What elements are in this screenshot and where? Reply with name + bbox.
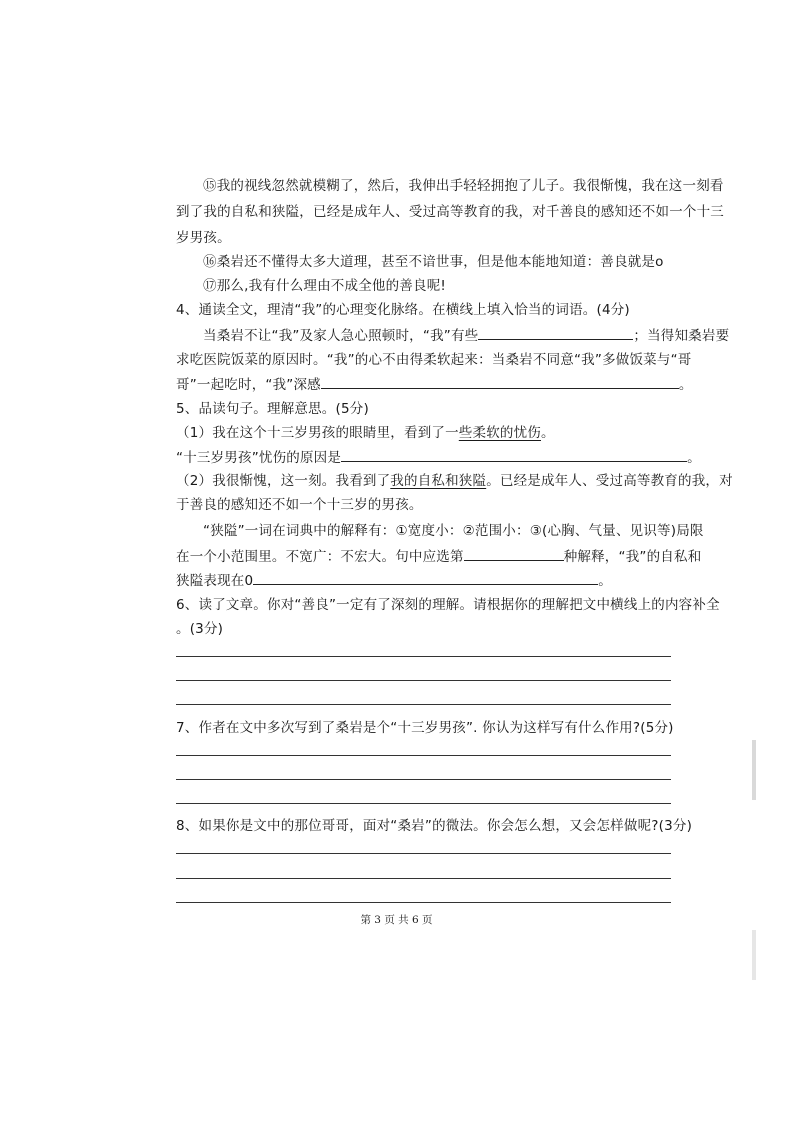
question-5-answer-line-1 [176, 447, 701, 468]
question-5-blank-2[interactable] [464, 546, 564, 561]
question-5-definition-text-b: 种解释，“我”的自私和 [563, 549, 702, 565]
question-7-answer-line-3[interactable] [176, 803, 671, 804]
question-5-stem: 5、品读句子。理解意思。(5分) [176, 401, 369, 417]
paragraph-15-line-2: 到了我的自私和狭隘，已经是成年人、受过高等教育的我，对千善良的感知还不如一个十三 [176, 204, 724, 220]
question-5-answer-prompt-1: “十三岁男孩”忧伤的原因是 [176, 450, 342, 466]
question-7-answer-line-2[interactable] [176, 779, 671, 780]
question-5-answer-end-1: 。 [687, 450, 701, 466]
question-4-text-a: 当桑岩不让“我”及家人急心照顿时，“我”有些 [203, 328, 479, 344]
question-4-text-d: 。 [678, 377, 693, 393]
scan-edge-mark [752, 740, 756, 800]
question-5-underlined-phrase-2: 我的自私和狭隘 [390, 473, 487, 489]
question-6-answer-line-2[interactable] [176, 680, 671, 681]
question-8-answer-line-1[interactable] [176, 853, 671, 854]
paragraph-15-line-3: 岁男孩。 [176, 230, 231, 246]
question-4-stem: 4、通读全文，理清“我”的心理变化脉络。在横线上填入恰当的词语。(4分) [176, 302, 630, 318]
question-8-stem: 8、如果你是文中的那位哥哥，面对“桑岩”的微法。你会怎么想，又会怎样做呢?(3分) [176, 818, 693, 834]
question-6-stem-line-2: 。(3分) [176, 621, 224, 637]
paragraph-16: ⑯桑岩还不懂得太多大道理，甚至不谙世事，但是他本能地知道：善良就是o [203, 254, 664, 270]
question-6-answer-line-3[interactable] [176, 704, 671, 705]
question-5-sentence-1-end: 。 [541, 425, 555, 441]
question-5-definition-line-3 [176, 570, 612, 591]
question-5-definition-text-a: 在一个小范围里。不宽广：不宏大。句中应选第 [176, 549, 464, 565]
page-number-footer: 第 3 页 共 6 页 [360, 914, 433, 926]
question-7-answer-line-1[interactable] [176, 755, 671, 756]
question-5-definition-text-c: 狭隘表现在0 [176, 573, 254, 589]
question-4-blank-2[interactable] [321, 374, 679, 389]
question-7-stem: 7、作者在文中多次写到了桑岩是个“十三岁男孩”. 你认为这样写有什么作用?(5分) [176, 720, 674, 736]
question-4-blank-1[interactable] [478, 325, 633, 340]
question-5-sentence-2-rest: 。已经是成年人、受过高等教育的我，对 [486, 473, 733, 489]
question-6-stem-line-1: 6、读了文章。你对“善良”一定有了深刻的理解。请根据你的理解把文中横线上的内容补全 [176, 597, 720, 613]
question-4-line-2: 求吃医院饭菜的原因时。“我”的心不由得柔软起来：当桑岩不同意“我”多做饭菜与“哥 [176, 352, 692, 368]
question-4-text-b: ；当得知桑岩要 [633, 328, 730, 344]
question-4-text-c: 哥”一起吃时，“我”深感 [176, 377, 321, 393]
scan-edge-mark [752, 930, 756, 980]
question-8-answer-line-2[interactable] [176, 878, 671, 879]
question-5-sentence-2-continued: 于善良的感知还不如一个十三岁的男孩。 [176, 497, 423, 513]
question-5-definition-line-1: “狭隘”一词在词典中的解释有：①宽度小：②范围小：③(心胸、气量、见识等)局限 [203, 523, 704, 539]
question-5-sentence-2 [176, 471, 733, 491]
question-5-sentence-1 [176, 423, 555, 443]
question-5-blank-1[interactable] [341, 447, 687, 462]
question-5-definition-line-2 [176, 546, 701, 567]
question-4-line-1 [203, 325, 729, 346]
question-8-answer-line-3[interactable] [176, 902, 671, 903]
question-5-sentence-1-text: （1）我在这个十三岁男孩的眼睛里，看到了一 [176, 425, 459, 441]
question-4-line-3 [176, 374, 693, 395]
question-5-definition-text-d: 。 [598, 573, 612, 589]
question-5-sentence-2-text: （2）我很惭愧，这一刻。我看到了 [176, 473, 391, 489]
paragraph-15-line-1: ⑮我的视线忽然就模糊了，然后，我伸出手轻轻拥抱了儿子。我很惭愧，我在这一刻看 [203, 178, 724, 194]
question-6-answer-line-1[interactable] [176, 656, 671, 657]
paragraph-17: ⑰那么,我有什么理由不成全他的善良呢! [203, 278, 447, 294]
question-5-underlined-phrase-1: 些柔软的忧伤 [458, 425, 541, 441]
question-5-blank-3[interactable] [253, 570, 598, 585]
